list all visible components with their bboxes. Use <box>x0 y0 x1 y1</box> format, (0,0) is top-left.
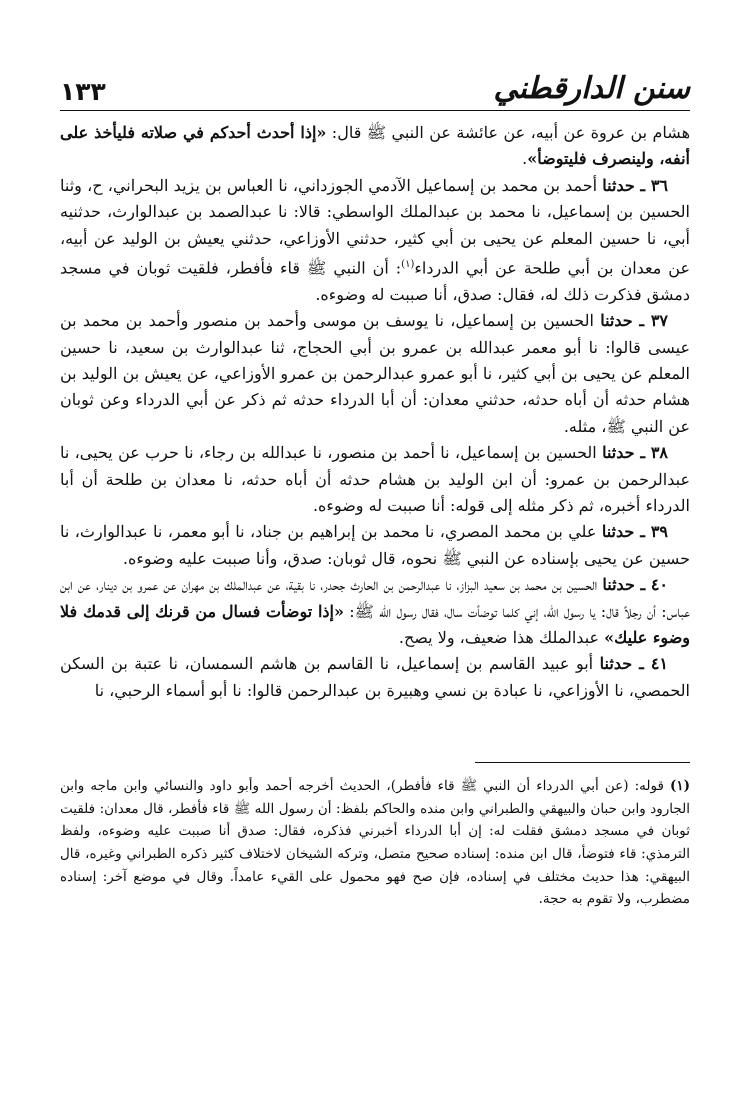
hadith-38-text: الحسين بن إسماعيل، نا أحمد بن منصور، نا عبدالله بن رجاء، نا حرب عن يحيى، نا عبدالرحمن بن عمرو: أن ابن الوليد بن هشام حدثه أن أباه حدثه، نا معدان بن طلحة أن أبا الدرداء أخبره، ثم ذكر مثله إلى قوله: أنا صببت له وضوءه. <box>60 443 690 516</box>
page-number: ١٣٣ <box>60 77 106 106</box>
hadith-40 <box>60 572 690 651</box>
p0-hadith-quote: «إذا أحدث أحدكم في صلاته فليأخذ على أنفه، ولينصرف فليتوضأ» <box>60 123 690 169</box>
hadith-39-text: علي بن محمد المصري، نا محمد بن إبراهيم بن جناد، نا أبو معمر، نا عبدالوارث، نا حسين عن يحيى بإسناده عن النبي ﷺ نحوه، قال ثوبان: صدق، وأنا صببت عليه وضوءه. <box>60 522 690 568</box>
p0-end: . <box>522 149 528 169</box>
hadith-38-number: ٣٨ ـ حدثنا <box>602 443 669 463</box>
footnote-1 <box>60 775 690 911</box>
hadith-36-number: ٣٦ ـ حدثنا <box>602 175 668 195</box>
hadith-40-text-a: الحسين بن محمد بن سعيد البزاز، نا عبدالرحمن بن الحارث جحدر، نا بقية، عن عبدالملك بن مهران عن عمرو بن دينار، عن ابن عباس: أن رجلاً قال: يا رسول الله، إني كلما توضأت سال، فقال رسول الله ﷺ: <box>60 575 690 621</box>
p0-text: هشام بن عروة عن أبيه، عن عائشة عن النبي ﷺ قال: <box>326 123 691 142</box>
hadith-38 <box>60 440 690 519</box>
hadith-36-text-a: أحمد بن محمد بن إسماعيل الآدمي الجوزداني، نا العباس بن يزيد البحراني، ح، وثنا الحسين بن إسماعيل، نا محمد بن عبدالملك الواسطي: قالا: نا عبدالصمد بن عبدالوارث، حدثنيه أبي، نا حسين المعلم عن يحيى بن أبي كثير، حدثني الأوزاعي، حدثني يعيش بن الوليد عن أبيه، عن معدان بن أبي طلحة عن أبي الدرداء <box>60 175 691 278</box>
hadith-40-number: ٤٠ ـ حدثنا <box>602 575 669 595</box>
hadith-39-number: ٣٩ ـ حدثنا <box>601 522 668 542</box>
page <box>60 58 690 911</box>
book-title: سنن الدارقطني <box>493 71 690 106</box>
footnote-divider <box>475 762 690 763</box>
footnote-1-mark: (١) <box>669 778 690 795</box>
hadith-37-number: ٣٧ ـ حدثنا <box>600 311 668 331</box>
hadith-36-text-b: : أن النبي ﷺ قاء فأفطر، فلقيت ثوبان في مسجد دمشق فذكرت ذلك له، فقال: صدق، أنا صببت له وضوءه. <box>60 258 690 304</box>
hadith-37 <box>60 308 690 440</box>
hadith-41-number: ٤١ ـ حدثنا <box>599 654 668 674</box>
hadith-37-text: الحسين بن إسماعيل، نا يوسف بن موسى وأحمد بن منصور وأحمد بن محمد بن عيسى قالوا: نا أبو معمر عبدالله بن عمرو بن أبي الحجاج، ثنا عبدالوارث بن سعيد، نا حسين المعلم عن يحيى بن أبي كثير، نا أبو عمرو عبدالرحمن بن عمرو الأوزاعي، عن يعيش بن الوليد بن هشام حدثه أن أباه حدثه، حدثني معدان: أن أبا الدرداء حدثه ثم ذكر عن أبي الدرداء وعن ثوبان عن النبي ﷺ، مثله. <box>60 311 690 436</box>
footnote-1-text: قوله: (عن أبي الدرداء أن النبي ﷺ قاء فأفطر)، الحديث أخرجه أحمد وأبو داود والنسائي وابن ماجه وابن الجارود وابن حبان والبيهقي والطبراني وابن منده والحاكم بلفظ: أن رسول الله ﷺ قاء فأفطر، قال معدان: فلقيت ثوبان في مسجد دمشق فقلت له: إن أبا الدرداء أخبرني فذكره، فقال: صدق أنا صببت عليه وضوءه، ولفظ الترمذي: قاء فتوضأ، قال ابن منده: إسناده صحيح متصل، وتركه الشيخان لاختلاف كثير ذكره الطبراني وغيره، قال البيهقي: هذا حديث مختلف في إسناده، فإن صح فهو محمول على القيء عامداً. وقال في موضع آخر: إسناده مضطرب، ولا تقوم به حجة. <box>60 778 690 908</box>
page-header <box>60 58 690 111</box>
footnotes <box>60 775 690 911</box>
hadith-41 <box>60 651 690 704</box>
hadith-40-text-b: عبدالملك هذا ضعيف، ولا يصح. <box>398 628 605 648</box>
main-text <box>60 120 690 704</box>
hadith-36 <box>60 173 690 308</box>
hadith-40-quote: «إذا توضأت فسال من قرنك إلى قدمك فلا وضوء عليك» <box>60 601 690 648</box>
hadith-41-text: أبو عبيد القاسم بن إسماعيل، نا القاسم بن هاشم السمسان، نا عتبة بن السكن الحمصي، نا الأوزاعي، نا عبادة بن نسي وهبيرة بن عبدالرحمن قالوا: نا أبو أسماء الرحبي، نا <box>60 654 690 700</box>
footnote-ref-1[interactable]: (١) <box>401 259 415 271</box>
hadith-39 <box>60 519 690 572</box>
paragraph-continuation <box>60 120 690 173</box>
